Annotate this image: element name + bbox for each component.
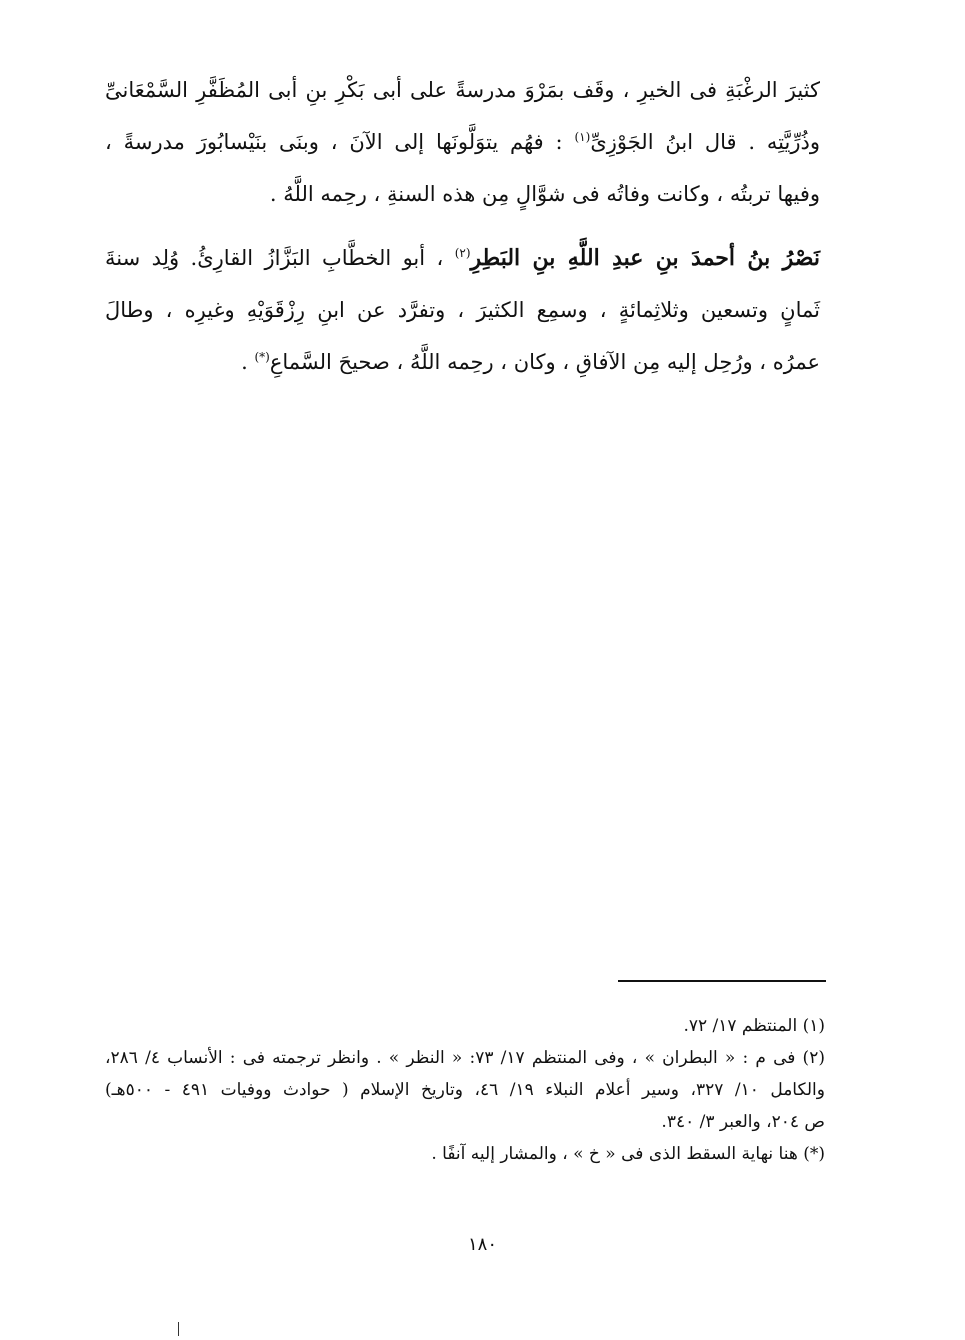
paragraph-1-line-1: كثيرَ الرغْبَةِ فى الخيرِ ، وقَف بمَرْوَ مدرسةً على أبى بَكْرِ بنِ أبى المُظَفَّرِ السَّمْعَانىِّ: [105, 78, 820, 102]
paragraph-1-line-3: وفيها تربتُه ، وكانت وفاتُه فى شوَّالٍ مِن هذه السنةِ ، رحِمه اللَّهُ .: [269, 182, 820, 206]
footnote-ref-star: (*): [254, 350, 270, 364]
paragraph-2-line-1: [105, 232, 820, 284]
footnote-2-line-3: ص ٢٠٤، والعبر ٣/ ٣٤٠.: [661, 1112, 825, 1132]
biography-name: نَصْرُ بنُ أحمدَ بنِ عبدِ اللَّهِ بنِ البَطِرِ: [470, 245, 820, 271]
paragraph-2-end-punct: .: [241, 350, 248, 374]
paragraph-1-line-2-start: وذُرِّيَّتِه . قال ابنُ الجَوْزِىِّ: [590, 130, 820, 154]
footnote-2-line-2: والكامل ١٠/ ٣٢٧، وسير أعلام النبلاء ١٩/ ٤٦، وتاريخ الإسلام ( حوادث ووفيات ٤٩١ - ٥٠٠هـ): [105, 1080, 825, 1100]
footnote-1: (١) المنتظم ١٧/ ٧٢.: [683, 1016, 825, 1036]
margin-mark: [178, 1322, 179, 1336]
paragraph-2-line-1-rest: ، أبو الخطَّابِ البَزَّازُ القارِئُ. وُلِد سنةَ: [105, 246, 444, 270]
paragraph-1-line-2-rest: : فهُم يتوَلَّونَها إلى الآنَ ، وبنَى بنَيْسابُورَ مدرسةً ،: [105, 130, 563, 154]
footnote-ref-2: (٢): [454, 246, 471, 260]
footnote-ref-1: (١): [574, 130, 591, 144]
paragraph-2-line-2: ثَمانٍ وتسعين وثلاثِمائةٍ ، وسمِع الكثيرَ ، وتفرَّد عن ابنِ رِزْقَوَيْهِ وغيرِه ، وطالَ: [105, 298, 820, 322]
paragraph-1: [105, 64, 820, 220]
paragraph-2-line-3: [105, 336, 820, 388]
footnote-2-line-1: (٢) فى م : « البطران » ، وفى المنتظم ١٧/ ٧٣: « النظر » . وانظر ترجمته فى : الأنساب ٤/ ٢٨٦،: [105, 1048, 825, 1068]
footnote-star: (*) هنا نهاية السقط الذى فى « خ » ، والمشار إليه آنفًا .: [431, 1144, 825, 1164]
footnotes: [105, 1010, 825, 1170]
paragraph-2-line-3-text: عمرُه ، ورُحِل إليه مِن الآفاقِ ، وكان ، رحِمه اللَّهُ ، صحيحَ السَّماعِ: [269, 350, 820, 374]
paragraph-2: [105, 232, 820, 388]
paragraph-1-line-2: [105, 116, 820, 168]
footnote-separator: [618, 980, 826, 982]
page-number: ١٨٠: [467, 1234, 497, 1255]
